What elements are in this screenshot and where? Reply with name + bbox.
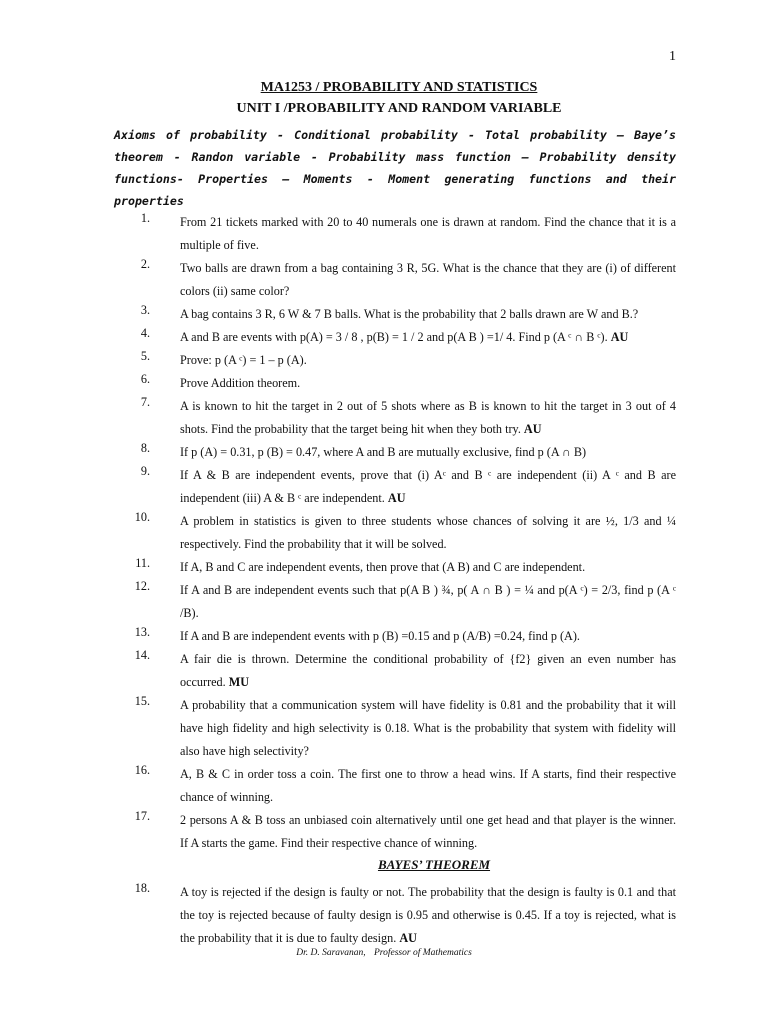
question-text — [180, 625, 676, 648]
question-body: A is known to hit the target in 2 out of 5 shots where as B is known to hit the target in 3 out of 4 shots. Find the probability that the target being hit when they both try. — [180, 399, 676, 436]
question-body: 2 persons A & B toss an unbiased coin alternatively until one get head and that player is the winner. If A starts the game. Find their respective chance of winning. — [180, 813, 676, 850]
question-number: 2. — [140, 257, 150, 271]
question-item — [0, 625, 768, 648]
question-item — [0, 326, 768, 349]
question-text — [180, 556, 676, 579]
question-body: A, B & C in order toss a coin. The first one to throw a head wins. If A starts, find their respective chance of winning. — [180, 767, 676, 804]
question-number: 1. — [140, 211, 150, 225]
footer-role: Professor of Mathematics — [373, 948, 472, 958]
question-body: A bag contains 3 R, 6 W & 7 B balls. What is the probability that 2 balls drawn are W and B.? — [180, 307, 639, 321]
question-item — [0, 809, 768, 855]
question-number: 11. — [135, 556, 150, 570]
question-item — [0, 257, 768, 303]
question-item — [0, 303, 768, 326]
university-tag: AU — [610, 330, 629, 344]
question-item — [0, 763, 768, 809]
question-text — [180, 694, 676, 763]
question-number: 16. — [134, 763, 150, 777]
question-text — [180, 257, 676, 303]
unit-title: UNIT I /PROBABILITY AND RANDOM VARIABLE — [236, 101, 562, 116]
syllabus-topics: Axioms of probability - Conditional probability - Total probability – Baye’s theorem - Randon variable - Probability mass function – Probability density functions- Properties – Moments - Moment generating functions and their properties — [114, 128, 676, 208]
question-body: A problem in statistics is given to three students whose chances of solving it are ½, 1/3 and ¼ respectively. Find the probability that it will be solved. — [180, 514, 676, 551]
question-item — [0, 579, 768, 625]
question-text — [180, 510, 676, 556]
page-footer — [0, 948, 768, 958]
question-body: If A & B are independent events, prove that (i) Aᶜ and B ᶜ are independent (ii) A ᶜ and B are independent (iii) A & B ᶜ are independent. — [180, 468, 676, 505]
question-number: 17. — [134, 809, 150, 823]
question-body: A and B are events with p(A) = 3 / 8 , p(B) = 1 / 2 and p(A B ) =1/ 4. Find p (A ᶜ ∩ B ᶜ). — [180, 330, 608, 344]
question-text — [180, 211, 676, 257]
question-text — [180, 881, 676, 950]
question-text — [180, 464, 676, 510]
question-list — [0, 211, 768, 950]
question-number: 12. — [134, 579, 150, 593]
question-body: If p (A) = 0.31, p (B) = 0.47, where A and B are mutually exclusive, find p (A ∩ B) — [180, 445, 587, 459]
question-item — [0, 556, 768, 579]
question-number: 5. — [140, 349, 150, 363]
question-text — [180, 441, 676, 464]
question-text — [180, 395, 676, 441]
footer-author: Dr. D. Saravanan, — [296, 948, 366, 958]
question-body: A toy is rejected if the design is faulty or not. The probability that the design is faulty is 0.1 and that the toy is rejected because of faulty design is 0.95 and otherwise is 0.45. If a toy is rejected, what is the probability that it is due to faulty design. — [180, 885, 676, 945]
question-body: If A, B and C are independent events, then prove that (A B) and C are independent. — [180, 560, 586, 574]
question-item — [0, 349, 768, 372]
question-group-b — [0, 881, 768, 950]
university-tag: MU — [228, 675, 250, 689]
question-body: From 21 tickets marked with 20 to 40 numerals one is drawn at random. Find the chance that it is a multiple of five. — [180, 215, 676, 252]
question-number: 4. — [140, 326, 150, 340]
question-body: A fair die is thrown. Determine the conditional probability of {f2} given an even number has occurred. — [180, 652, 676, 689]
university-tag: AU — [523, 422, 542, 436]
question-item — [0, 648, 768, 694]
question-item — [0, 395, 768, 441]
document-header — [0, 80, 768, 117]
course-title: MA1253 / PROBABILITY AND STATISTICS — [260, 80, 538, 95]
question-body: Two balls are drawn from a bag containing 3 R, 5G. What is the chance that they are (i) of different colors (ii) same color? — [180, 261, 676, 298]
question-item — [0, 510, 768, 556]
section-heading-bayes: BAYES’ THEOREM — [377, 857, 491, 872]
question-number: 13. — [134, 625, 150, 639]
question-item — [0, 372, 768, 395]
question-text — [180, 809, 676, 855]
question-text — [180, 372, 676, 395]
question-number: 9. — [140, 464, 150, 478]
question-item — [0, 441, 768, 464]
question-number: 7. — [140, 395, 150, 409]
question-item — [0, 211, 768, 257]
question-number: 14. — [134, 648, 150, 662]
question-text — [180, 326, 676, 349]
question-number: 10. — [134, 510, 150, 524]
question-item — [0, 694, 768, 763]
question-text — [180, 349, 676, 372]
question-body: Prove Addition theorem. — [180, 376, 301, 390]
question-item — [0, 881, 768, 950]
question-body: A probability that a communication system will have fidelity is 0.81 and the probability that it will have high fidelity and high selectivity is 0.18. What is the probability that system with fidelity will also have high selectivity? — [180, 698, 676, 758]
question-number: 15. — [134, 694, 150, 708]
question-number: 18. — [134, 881, 150, 895]
question-text — [180, 763, 676, 809]
question-item — [0, 464, 768, 510]
university-tag: AU — [399, 931, 417, 945]
question-text — [180, 579, 676, 625]
question-text — [180, 303, 676, 326]
question-body: Prove: p (A ᶜ) = 1 – p (A). — [180, 353, 307, 367]
question-number: 8. — [140, 441, 150, 455]
question-number: 3. — [140, 303, 150, 317]
university-tag: AU — [387, 491, 406, 505]
question-group-a — [0, 211, 768, 855]
question-body: If A and B are independent events such that p(A B ) ¾, p( A ∩ B ) = ¼ and p(A ᶜ) = 2/3, find p (A ᶜ /B). — [180, 583, 676, 620]
page-number: 1 — [669, 49, 676, 64]
question-number: 6. — [140, 372, 150, 386]
question-text — [180, 648, 676, 694]
question-body: If A and B are independent events with p (B) =0.15 and p (A/B) =0.24, find p (A). — [180, 629, 580, 643]
